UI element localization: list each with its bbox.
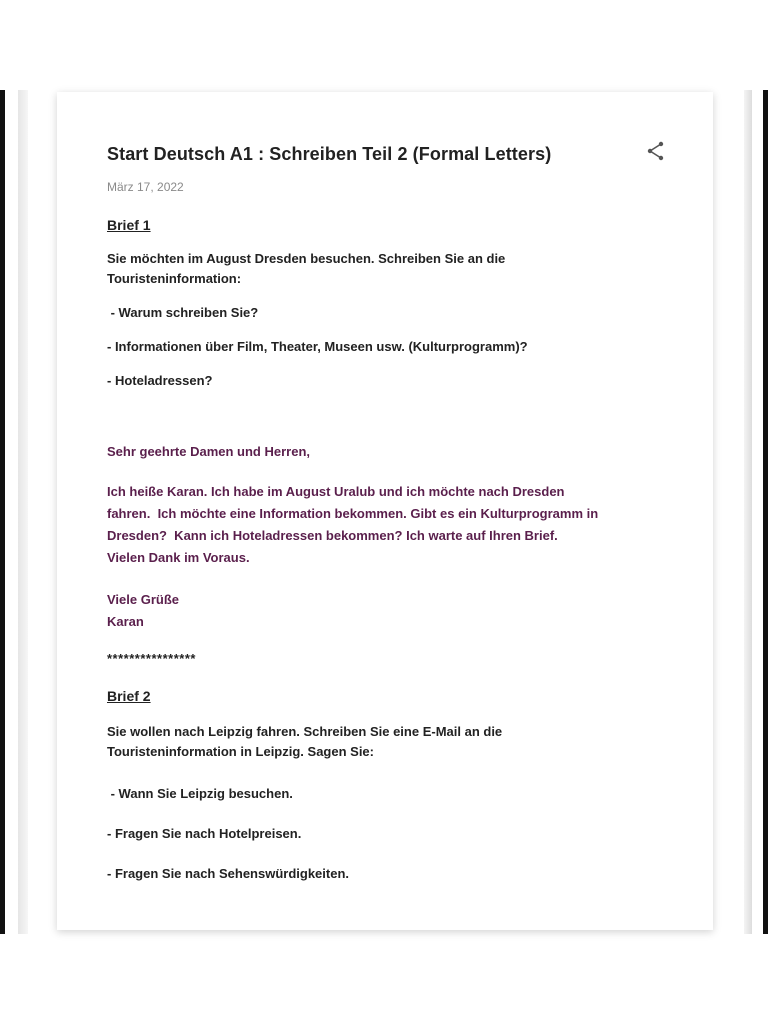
brief2-heading: Brief 2 (107, 688, 151, 704)
letter-body-line: Ich heiße Karan. Ich habe im August Uralub und ich möchte nach Dresden (107, 484, 565, 499)
brief1-bullet: - Hoteladressen? (107, 373, 213, 388)
right-page-shadow (744, 90, 752, 934)
letter-body-line: Vielen Dank im Voraus. (107, 550, 250, 565)
brief1-letter (107, 441, 672, 633)
letter-body-line: Dresden? Kann ich Hoteladressen bekommen? Ich warte auf Ihren Brief. (107, 528, 558, 543)
right-edge-bar (763, 90, 768, 934)
share-icon[interactable] (645, 140, 667, 162)
post-card (57, 92, 713, 930)
post-header (107, 142, 667, 172)
brief1-task (107, 249, 672, 289)
left-edge-bar (0, 90, 5, 934)
letter-body (107, 481, 672, 569)
brief2-bullet: - Fragen Sie nach Hotelpreisen. (107, 826, 302, 841)
brief2-bullet: - Wann Sie Leipzig besuchen. (107, 786, 293, 801)
letter-body-line: fahren. Ich möchte eine Information bekommen. Gibt es ein Kulturprogramm in (107, 506, 599, 521)
brief2-task-line2: Touristeninformation in Leipzig. Sagen Sie: (107, 744, 374, 759)
letter-signature: Karan (107, 614, 144, 629)
left-page-shadow (18, 90, 28, 934)
post-date: März 17, 2022 (107, 180, 184, 194)
brief1-bullet: - Informationen über Film, Theater, Museen usw. (Kulturprogramm)? (107, 339, 528, 354)
brief1-heading: Brief 1 (107, 217, 151, 233)
letter-closing: Viele Grüße (107, 592, 180, 607)
brief1-task-line2: Touristeninformation: (107, 271, 242, 286)
section-separator: **************** (107, 651, 196, 666)
brief1-bullet: - Warum schreiben Sie? (107, 305, 259, 320)
brief2-bullet: - Fragen Sie nach Sehenswürdigkeiten. (107, 866, 350, 881)
brief2-task-line1: Sie wollen nach Leipzig fahren. Schreiben Sie eine E-Mail an die (107, 724, 503, 739)
post-content (107, 217, 672, 904)
letter-greeting: Sehr geehrte Damen und Herren, (107, 444, 310, 459)
brief2-task (107, 722, 672, 762)
brief1-task-line1: Sie möchten im August Dresden besuchen. Schreiben Sie an die (107, 251, 506, 266)
post-title: Start Deutsch A1 : Schreiben Teil 2 (Formal Letters) (107, 144, 552, 164)
letter-closing-block (107, 589, 672, 633)
